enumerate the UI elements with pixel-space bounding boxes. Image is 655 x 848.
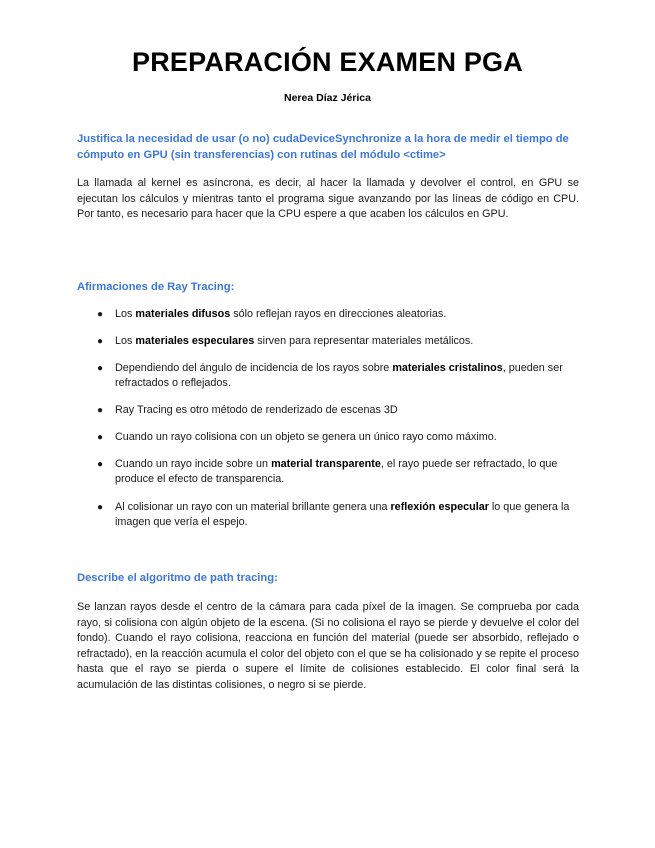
bold-term: materiales difusos bbox=[135, 308, 231, 320]
answer-paragraph-cuda-sync: La llamada al kernel es asíncrona, es decir, al hacer la llamada y devolver el control, en GPU se ejecutan los cálculos y mientras tanto el programa sigue avanzando por las líneas de código en CPU. Por tanto, es necesario para hacer que la CPU espere a que acaben los cálculos en GPU. bbox=[77, 177, 579, 221]
bullet-point: ● bbox=[97, 309, 104, 320]
document-page: PREPARACIÓN EXAMEN PGA Nerea Díaz Jérica Justifica la necesidad de usar (o no) cudaDeviceSynchronize a la hora de medir el tiempo de cómputo en GPU (sin transferencias) con rutinas del módulo <ctime> La llamada al kernel es asíncrona, es decir, al hacer la llamada y devolver el control, en GPU se ejecutan los cálculos y mientras tanto el programa sigue avanzando por las líneas de código en CPU. Por tanto, es necesario para hacer que la CPU espere a que acaben los cálculos en GPU. Afirmaciones de Ray Tracing: ● Los materiales difusos sólo reflejan rayos en direcciones aleatorias. ● Los materiales especulares sirven para representar materiales metálicos. ● Dependiendo del ángulo de incidencia de los rayos sobre materiales cristalinos, pueden ser refractados o reflejados. ● Ray Tracing es otro método de renderizado de escenas 3D ● Cuando un rayo colisiona con un objeto se genera un único rayo como máximo. ● Cuando un rayo incide sobre un material transparente, el rayo puede ser refractado, lo que produce el efecto de transparencia. ● Al colisionar un rayo con un material brillante genera una reflexión especular lo que genera la imagen que vería el espejo. Describe el algoritmo de path tracing: Se lanzan rayos desde el centro de la cámara para cada píxel de la imagen. Se comprueba por cada rayo, si colisiona con algún objeto de la escena. (Si no colisiona el rayo se pierde y devuelve el color del fondo). Cuando el rayo colisiona, reacciona en función del material (puede ser absorbido, reflejado o refractado), en la reacción acumula el color del objeto con el que se ha colisionado y se repite el proceso hasta que el rayo se pierda o supere el límite de colisiones establecido. El color final será la acumulación de las distintas colisiones, o negro si se pierde. bbox=[0, 0, 655, 848]
answer-paragraph-path-tracing: Se lanzan rayos desde el centro de la cámara para cada píxel de la imagen. Se comprueba por cada rayo, si colisiona con algún objeto de la escena. (Si no colisiona el rayo se pierde y devuelve el color del fondo). Cuando el rayo colisiona, reacciona en función del material (puede ser absorbido, reflejado o refractado), en la reacción acumula el color del objeto con el que se ha colisionado y se repite el proceso hasta que el rayo se pierda o supere el límite de colisiones establecido. El color final será la acumulación de las distintas colisiones, o negro si se pierde. bbox=[77, 601, 579, 691]
question-heading-cuda-sync: Justifica la necesidad de usar (o no) cudaDeviceSynchronize a la hora de medir el tiempo de cómputo en GPU (sin transferencias) con rutinas del módulo <ctime> bbox=[77, 133, 569, 161]
bullet-point: ● bbox=[97, 432, 104, 443]
author-name: Nerea Díaz Jérica bbox=[284, 92, 371, 104]
bold-term: materiales especulares bbox=[135, 335, 255, 347]
bullet-point: ● bbox=[97, 459, 104, 470]
bold-term: material transparente bbox=[271, 458, 381, 470]
question-heading-ray-tracing: Afirmaciones de Ray Tracing: bbox=[77, 281, 235, 293]
bold-term: materiales cristalinos bbox=[392, 362, 503, 374]
bullet-point: ● bbox=[97, 405, 104, 416]
document-title: PREPARACIÓN EXAMEN PGA bbox=[132, 47, 523, 77]
bold-term: reflexión especular bbox=[390, 501, 489, 513]
bullet-point: ● bbox=[97, 363, 104, 374]
bullet-point: ● bbox=[97, 502, 104, 513]
question-heading-path-tracing: Describe el algoritmo de path tracing: bbox=[77, 572, 278, 584]
bullet-point: ● bbox=[97, 336, 104, 347]
